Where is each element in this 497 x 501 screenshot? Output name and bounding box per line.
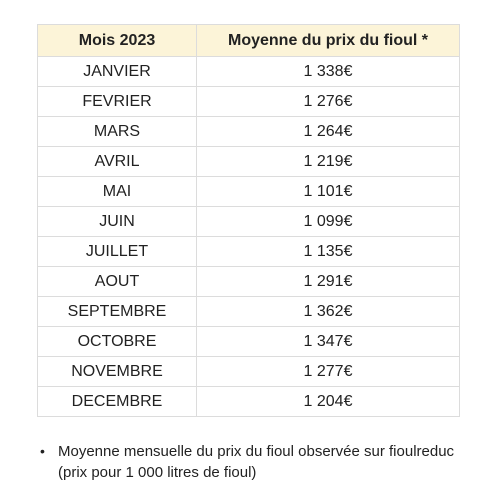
cell-price: 1 347€ [197,327,460,357]
cell-month: MAI [38,177,197,207]
table-row [38,117,460,147]
table-row [38,327,460,357]
header-price: Moyenne du prix du fioul * [197,25,460,57]
bullet-icon: • [40,443,45,459]
table-row [38,177,460,207]
cell-price: 1 362€ [197,297,460,327]
cell-month: MARS [38,117,197,147]
cell-month: SEPTEMBRE [38,297,197,327]
table-row [38,207,460,237]
fuel-price-table [37,24,460,417]
table-row [38,87,460,117]
table-row [38,237,460,267]
table-header [38,25,460,57]
footnote-text: Moyenne mensuelle du prix du fioul observée sur fioulreduc (prix pour 1 000 litres de fioul) [58,443,455,481]
cell-price: 1 101€ [197,177,460,207]
cell-price: 1 276€ [197,87,460,117]
cell-price: 1 135€ [197,237,460,267]
cell-month: JUIN [38,207,197,237]
table-row [38,57,460,87]
header-month: Mois 2023 [38,25,197,57]
cell-month: DECEMBRE [38,387,197,417]
cell-price: 1 204€ [197,387,460,417]
table-row [38,387,460,417]
cell-month: FEVRIER [38,87,197,117]
cell-month: AOUT [38,267,197,297]
table-row [38,267,460,297]
cell-month: AVRIL [38,147,197,177]
cell-month: JANVIER [38,57,197,87]
cell-price: 1 277€ [197,357,460,387]
cell-month: NOVEMBRE [38,357,197,387]
table-row [38,357,460,387]
table-header-row [38,25,460,57]
table-body [38,57,460,417]
cell-price: 1 291€ [197,267,460,297]
table-row [38,297,460,327]
cell-month: OCTOBRE [38,327,197,357]
table-row [38,147,460,177]
cell-price: 1 099€ [197,207,460,237]
cell-price: 1 264€ [197,117,460,147]
cell-price: 1 219€ [197,147,460,177]
cell-price: 1 338€ [197,57,460,87]
cell-month: JUILLET [38,237,197,267]
footnote [40,441,460,483]
